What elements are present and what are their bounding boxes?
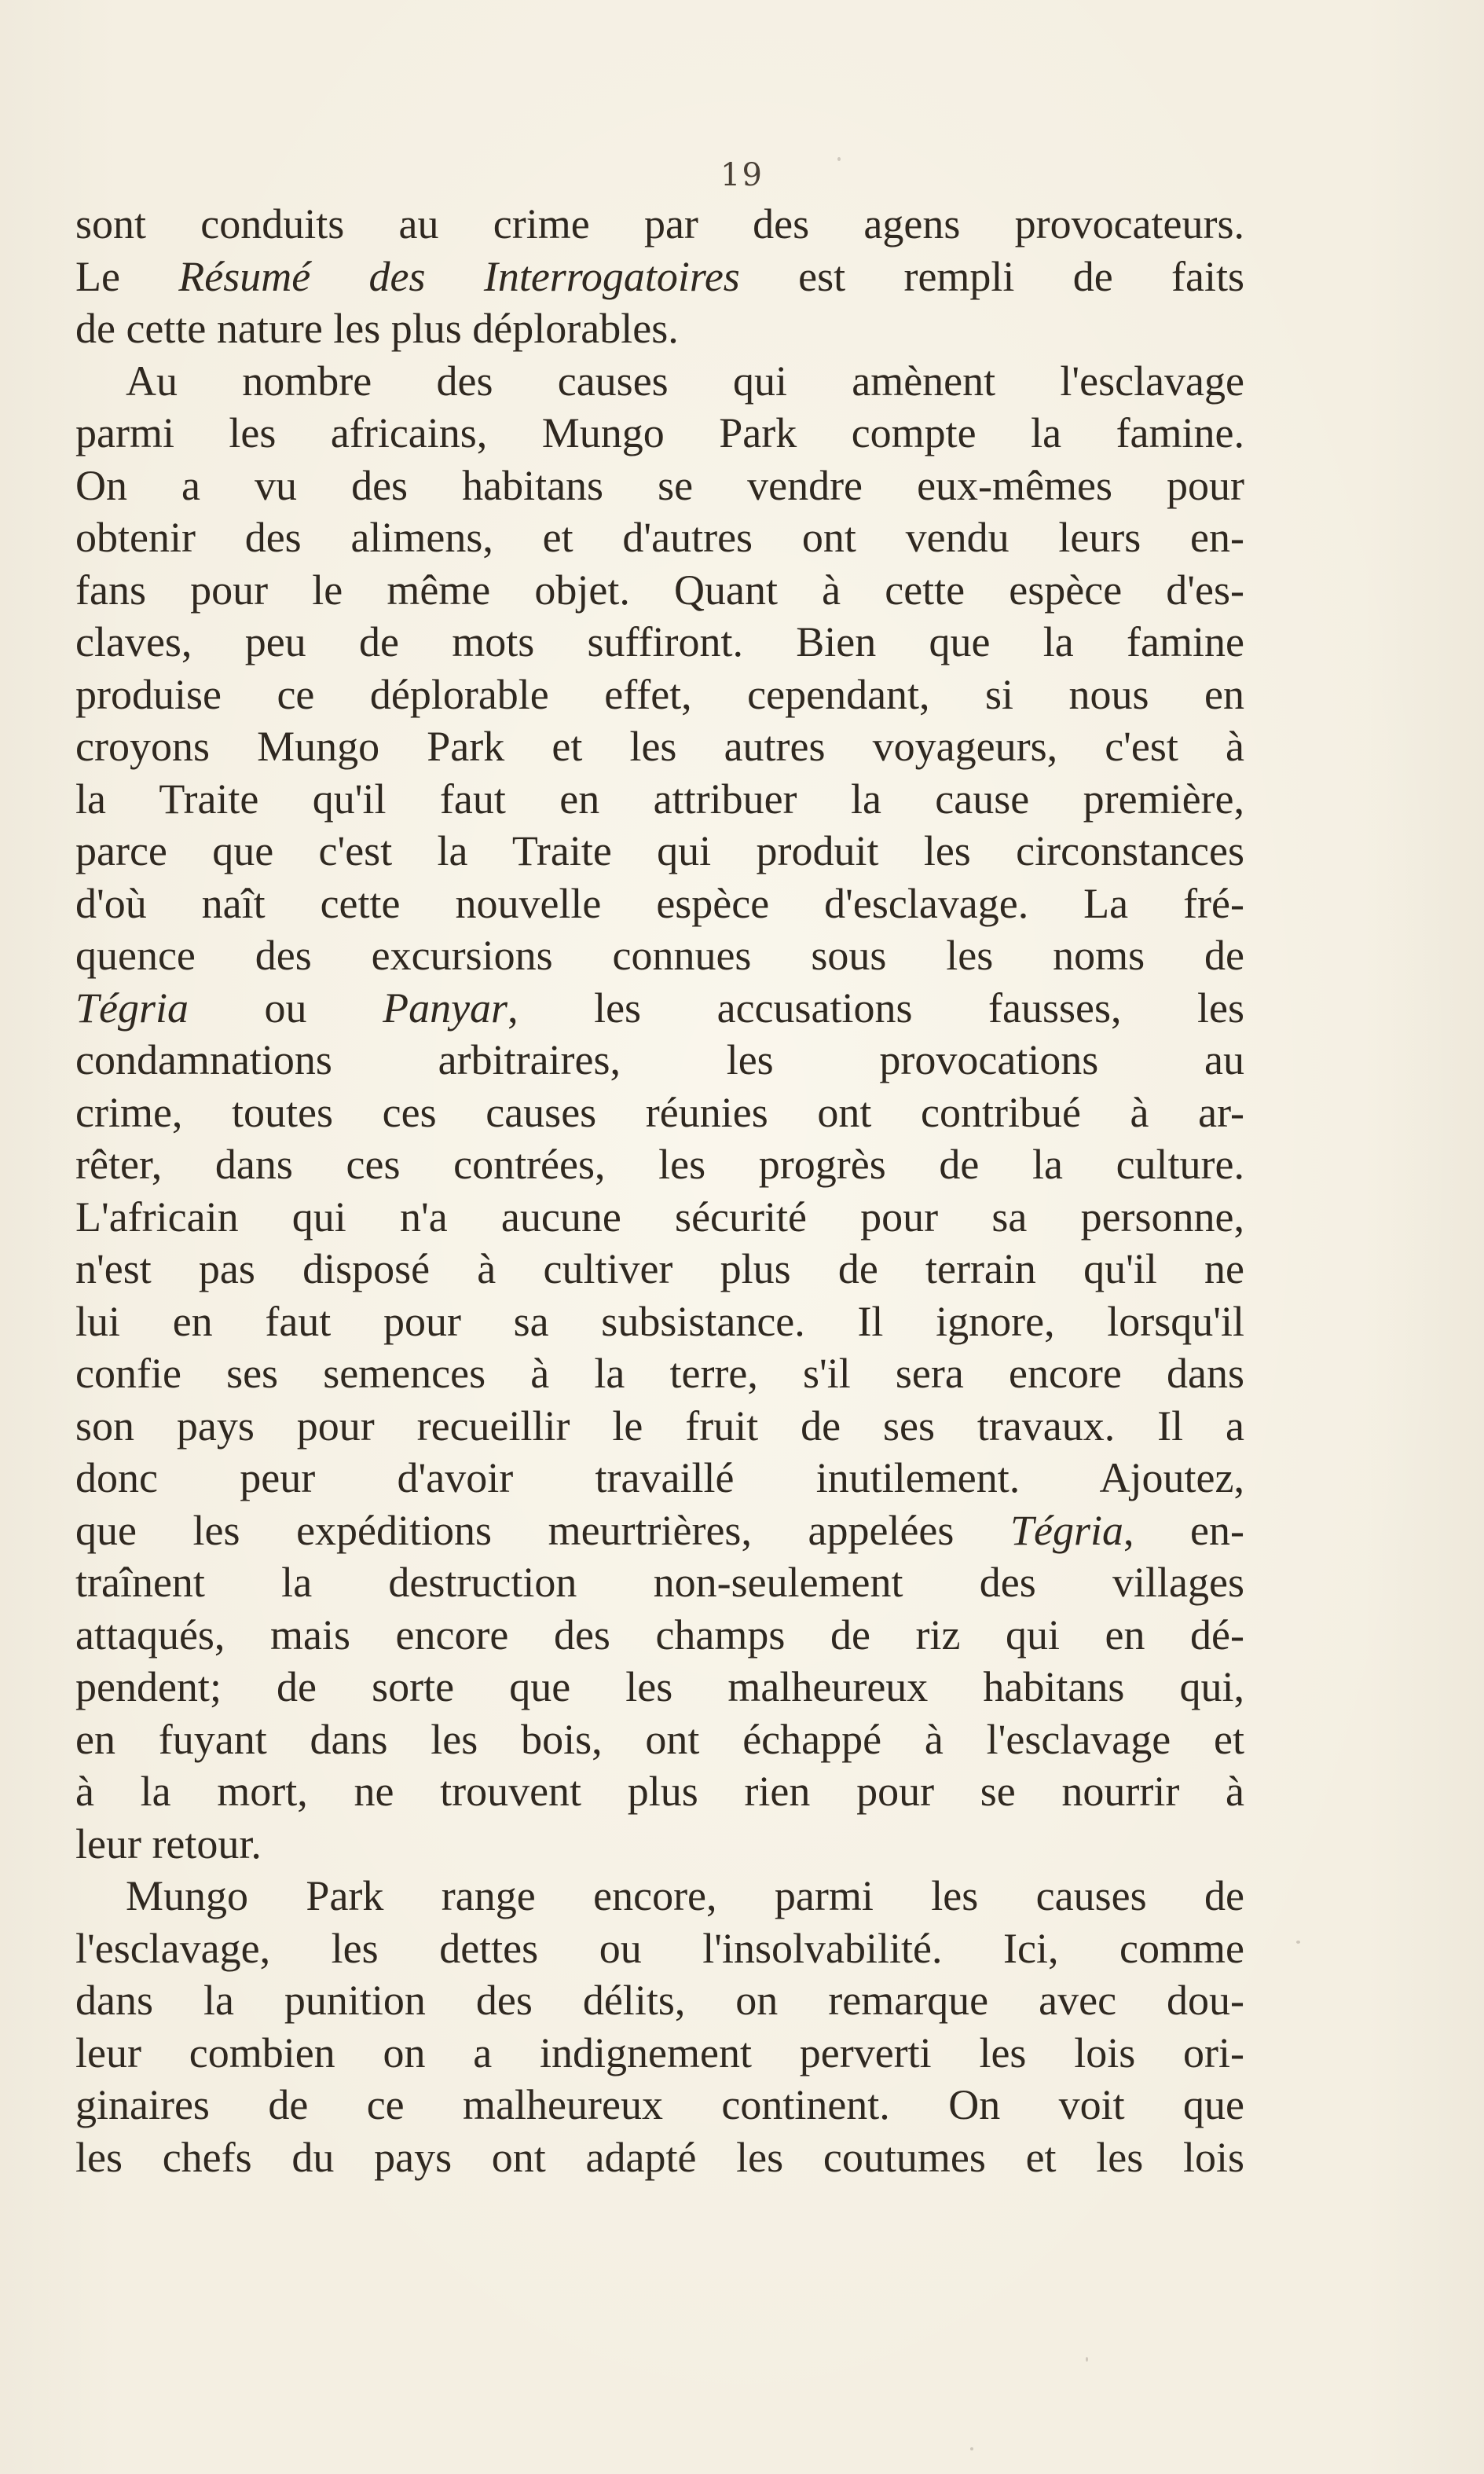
text-segment: rêter, dans ces contrées, les progrès de la culture. <box>75 1141 1244 1188</box>
text-segment: parmi les africains, Mungo Park compte la famine. <box>75 409 1244 456</box>
text-segment: obtenir des alimens, et d'autres ont vendu leurs en- <box>75 514 1244 561</box>
page-number: 19 <box>720 157 764 193</box>
text-line <box>75 929 1244 982</box>
text-segment: ginaires de ce malheureux continent. On voit que <box>75 2081 1244 2128</box>
text-segment: confie ses semences à la terre, s'il sera encore dans <box>75 1350 1244 1397</box>
paper-speck <box>1296 1941 1300 1944</box>
text-segment: quence des excursions connues sous les noms de <box>75 932 1244 979</box>
text-segment: parce que c'est la Traite qui produit les circonstances <box>75 827 1244 874</box>
text-segment: lui en faut pour sa subsistance. Il ignore, lorsqu'il <box>75 1297 1244 1345</box>
text-line <box>75 564 1244 617</box>
text-segment: l'esclavage, les dettes ou l'insolvabilité. Ici, comme <box>75 1924 1244 1972</box>
text-line <box>75 1191 1244 1244</box>
italic-title: Panyar <box>383 984 508 1032</box>
text-segment: crime, toutes ces causes réunies ont contribué à ar- <box>75 1088 1244 1136</box>
paper-speck <box>1086 2357 1088 2362</box>
text-line <box>75 2027 1244 2080</box>
text-line <box>75 1556 1244 1609</box>
text-segment: condamnations arbitraires, les provocations au <box>75 1036 1244 1083</box>
text-segment: leur combien on a indignement perverti les lois ori- <box>75 2029 1244 2076</box>
text-line <box>75 302 1244 355</box>
text-line <box>75 460 1244 512</box>
text-segment: est rempli de faits <box>739 252 1244 300</box>
text-segment: produise ce déplorable effet, cependant, si nous en <box>75 670 1244 718</box>
italic-title: Résumé des Interrogatoires <box>178 252 740 300</box>
text-segment: fans pour le même objet. Quant à cette espèce d'es- <box>75 566 1244 614</box>
text-line <box>75 1765 1244 1818</box>
text-segment: L'africain qui n'a aucune sécurité pour sa personne, <box>75 1193 1244 1241</box>
text-segment: attaqués, mais encore des champs de riz qui en dé- <box>75 1611 1244 1658</box>
text-segment: croyons Mungo Park et les autres voyageurs, c'est à <box>75 723 1244 770</box>
italic-title: Tégria <box>1009 1506 1123 1554</box>
text-line <box>75 407 1244 460</box>
text-line <box>75 1087 1244 1139</box>
text-line <box>75 982 1244 1035</box>
text-line <box>75 1974 1244 2027</box>
text-line <box>75 878 1244 930</box>
paper-speck <box>970 2447 973 2450</box>
text-segment: donc peur d'avoir travaillé inutilement. Ajoutez, <box>75 1454 1244 1501</box>
text-segment: d'où naît cette nouvelle espèce d'esclavage. La fré- <box>75 879 1244 927</box>
text-line <box>75 1138 1244 1191</box>
text-line <box>75 251 1244 303</box>
text-segment: Au nombre des causes qui amènent l'esclavage <box>126 357 1244 405</box>
italic-title: Tégria <box>75 984 189 1032</box>
text-segment: , en- <box>1123 1506 1244 1554</box>
text-line <box>75 355 1244 408</box>
text-line <box>75 2079 1244 2131</box>
text-segment: Mungo Park range encore, parmi les causes de <box>126 1872 1244 1919</box>
text-segment: ou <box>189 984 383 1032</box>
text-line <box>75 1400 1244 1453</box>
text-segment: pendent; de sorte que les malheureux habitans qui, <box>75 1663 1244 1710</box>
text-segment: Le <box>75 252 179 300</box>
text-line <box>75 1609 1244 1662</box>
text-line <box>75 720 1244 773</box>
text-segment: traînent la destruction non-seulement des villages <box>75 1559 1244 1606</box>
text-line <box>75 1661 1244 1713</box>
text-line <box>75 1870 1244 1922</box>
text-segment: , les accusations fausses, les <box>507 984 1245 1032</box>
text-line <box>75 1452 1244 1505</box>
text-segment: en fuyant dans les bois, ont échappé à l'esclavage et <box>75 1715 1244 1763</box>
text-line <box>75 1296 1244 1348</box>
text-line <box>75 1818 1244 1871</box>
text-line <box>75 1713 1244 1766</box>
text-segment: dans la punition des délits, on remarque avec dou- <box>75 1977 1244 2024</box>
text-segment: On a vu des habitans se vendre eux-mêmes pour <box>75 461 1244 509</box>
text-line <box>75 2131 1244 2184</box>
text-segment: sont conduits au crime par des agens provocateurs. <box>75 200 1244 247</box>
text-line <box>75 511 1244 564</box>
text-line <box>75 773 1244 826</box>
text-segment: la Traite qu'il faut en attribuer la cause première, <box>75 775 1244 823</box>
body-text <box>75 198 1244 2183</box>
text-line <box>75 1505 1244 1557</box>
text-line <box>75 1347 1244 1400</box>
text-segment: de cette nature les plus déplorables. <box>75 305 679 352</box>
text-line <box>75 1034 1244 1087</box>
text-line <box>75 1243 1244 1296</box>
text-segment: à la mort, ne trouvent plus rien pour se nourrir à <box>75 1768 1244 1815</box>
text-line <box>75 1922 1244 1975</box>
text-line <box>75 198 1244 251</box>
text-segment: les chefs du pays ont adapté les coutumes et les lois <box>75 2133 1244 2181</box>
text-line <box>75 669 1244 721</box>
text-segment: n'est pas disposé à cultiver plus de terrain qu'il ne <box>75 1245 1244 1292</box>
text-line <box>75 616 1244 669</box>
text-segment: son pays pour recueillir le fruit de ses travaux. Il a <box>75 1402 1244 1450</box>
text-segment: claves, peu de mots suffiront. Bien que la famine <box>75 618 1244 665</box>
text-segment: que les expéditions meurtrières, appelées <box>75 1506 1010 1554</box>
text-line <box>75 825 1244 878</box>
text-segment: leur retour. <box>75 1820 262 1867</box>
